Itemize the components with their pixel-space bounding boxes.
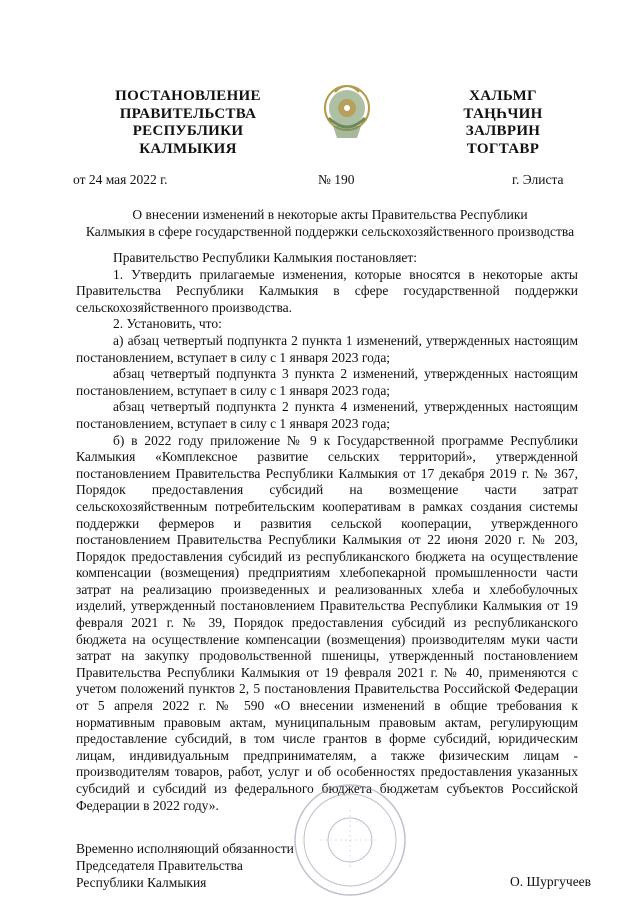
subject-line: Калмыкия в сфере государственной поддержки сельскохозяйственного производства — [85, 224, 575, 239]
body-line: изделий, утвержденный постановлением Правительства Республики Калмыкия от 19 — [76, 598, 578, 614]
body-line: субсидий и субсидий из федерального бюджета бюджетам субъектов Российской — [76, 781, 578, 796]
coat-of-arms-emblem — [321, 78, 373, 144]
document-subject — [60, 206, 600, 240]
body-line: постановлением, вступает в силу с 1 января 2023 года; — [76, 349, 391, 365]
subject-line: О внесении изменений в некоторые акты Правительства Республики — [132, 207, 528, 222]
document-date: от 24 мая 2022 г. — [73, 172, 168, 187]
body-line: абзац четвертый подпункта 2 пункта 4 изменений, утвержденных настоящим — [113, 399, 578, 415]
body-line: Федерации в 2022 году». — [76, 797, 219, 813]
body-line: сельскохозяйственного производства. — [76, 299, 293, 315]
header-kalmyk-line: ХАЛЬМГ — [469, 88, 537, 104]
body-line: постановлением, вступает в силу с 1 января 2023 года; — [76, 415, 391, 431]
body-line: затрат на закупку продовольственной пшеницы, утвержденный постановлением — [76, 648, 578, 664]
header-ru-line: РЕСПУБЛИКИ — [132, 123, 244, 139]
body-line: б) в 2022 году приложение № 9 к Государственной программе Республики — [113, 432, 578, 448]
header-title-ru — [88, 88, 288, 158]
body-line: Правительства Республики Калмыкия в сфере государственной поддержки — [76, 283, 578, 299]
body-line: абзац четвертый подпункта 3 пункта 2 изменений, утвержденных настоящим — [113, 366, 578, 382]
header-kalmyk-line: ЗАЛВРИН — [465, 123, 541, 139]
header-title-kalmyk — [448, 88, 558, 158]
signatory-title-line: Республики Калмыкия — [76, 875, 207, 890]
body-line: а) абзац четвертый подпункта 2 пункта 1 изменений, утвержденных настоящим — [113, 332, 578, 348]
body-line: постановлением Правительства Республики Калмыкия от 22 июня 2020 г. № 203, — [76, 532, 578, 548]
body-line: сельскохозяйственным потребительским кооперативам в рамках создания системы — [76, 498, 578, 514]
body-line: 1. Утвердить прилагаемые изменения, которые вносятся в некоторые акты — [113, 266, 578, 282]
body-line: затрат на реализацию произведенных и реализованных хлеба и хлебобулочных — [76, 581, 578, 597]
body-line: лицам, индивидуальным предпринимателям, а также физическим лицам - — [76, 747, 578, 763]
body-line: нормативным правовым актам, муниципальным правовым актам, регулирующим — [76, 714, 578, 730]
body-line: постановлением Правительства Республики Калмыкия от 17 декабря 2019 г. № 367, — [76, 465, 578, 481]
header-ru-line: ПРАВИТЕЛЬСТВА — [119, 105, 257, 122]
body-line: Правительство Республики Калмыкия постановляет: — [113, 250, 418, 265]
signatory-title-line: Временно исполняющий обязанности — [76, 841, 294, 856]
document-city: г. Элиста — [512, 172, 564, 187]
body-line: Порядок предоставления субсидий на возмещение части затрат — [76, 482, 578, 498]
body-line: производителям товаров, работ, услуг и об особенностях предоставления указанных — [76, 764, 578, 780]
signatory-name: О. Шургучеев — [510, 874, 592, 889]
header-kalmyk-line: ТАҢҺЧИН — [463, 105, 543, 122]
official-stamp — [290, 780, 410, 900]
body-line: Порядок предоставления субсидий из республиканского бюджета на осуществление — [76, 548, 578, 564]
body-line: поддержки фермеров и развития сельской кооперации, утвержденного — [76, 515, 578, 531]
body-line: компенсации (возмещения) предприятиям хлебопекарной промышленности части — [76, 565, 578, 581]
header-ru-line: КАЛМЫКИЯ — [139, 140, 237, 157]
signatory-title — [76, 840, 294, 891]
body-line: Правительства Республики Калмыкия от 19 февраля 2021 г. № 40, применяются с — [76, 664, 578, 680]
header-ru-line: ПОСТАНОВЛЕНИЕ — [115, 88, 261, 104]
document-body — [76, 250, 578, 814]
body-line: 2. Установить, что: — [113, 316, 222, 332]
document-number: № 190 — [318, 172, 355, 187]
body-line: февраля 2021 г. № 39, Порядок предоставления субсидий из республиканского — [76, 615, 578, 631]
body-line: учетом положений пунктов 2, 5 постановления Правительства Российской Федерации — [76, 681, 578, 697]
body-line: бюджета на осуществление компенсации (возмещения) производителям муки части — [76, 631, 578, 647]
body-line: постановлением, вступает в силу с 1 января 2023 года; — [76, 382, 391, 398]
signatory-title-line: Председателя Правительства — [76, 858, 243, 873]
body-line: предоставление субсидий, в том числе грантов в форме субсидий, юридическим — [76, 731, 578, 747]
body-line: Калмыкия «Комплексное развитие сельских территорий», утвержденной — [76, 449, 578, 465]
header-kalmyk-line: ТОГТАВР — [466, 140, 540, 157]
body-line: от 5 апреля 2022 г. № 590 «О внесении изменений в общие требования к — [76, 698, 578, 714]
